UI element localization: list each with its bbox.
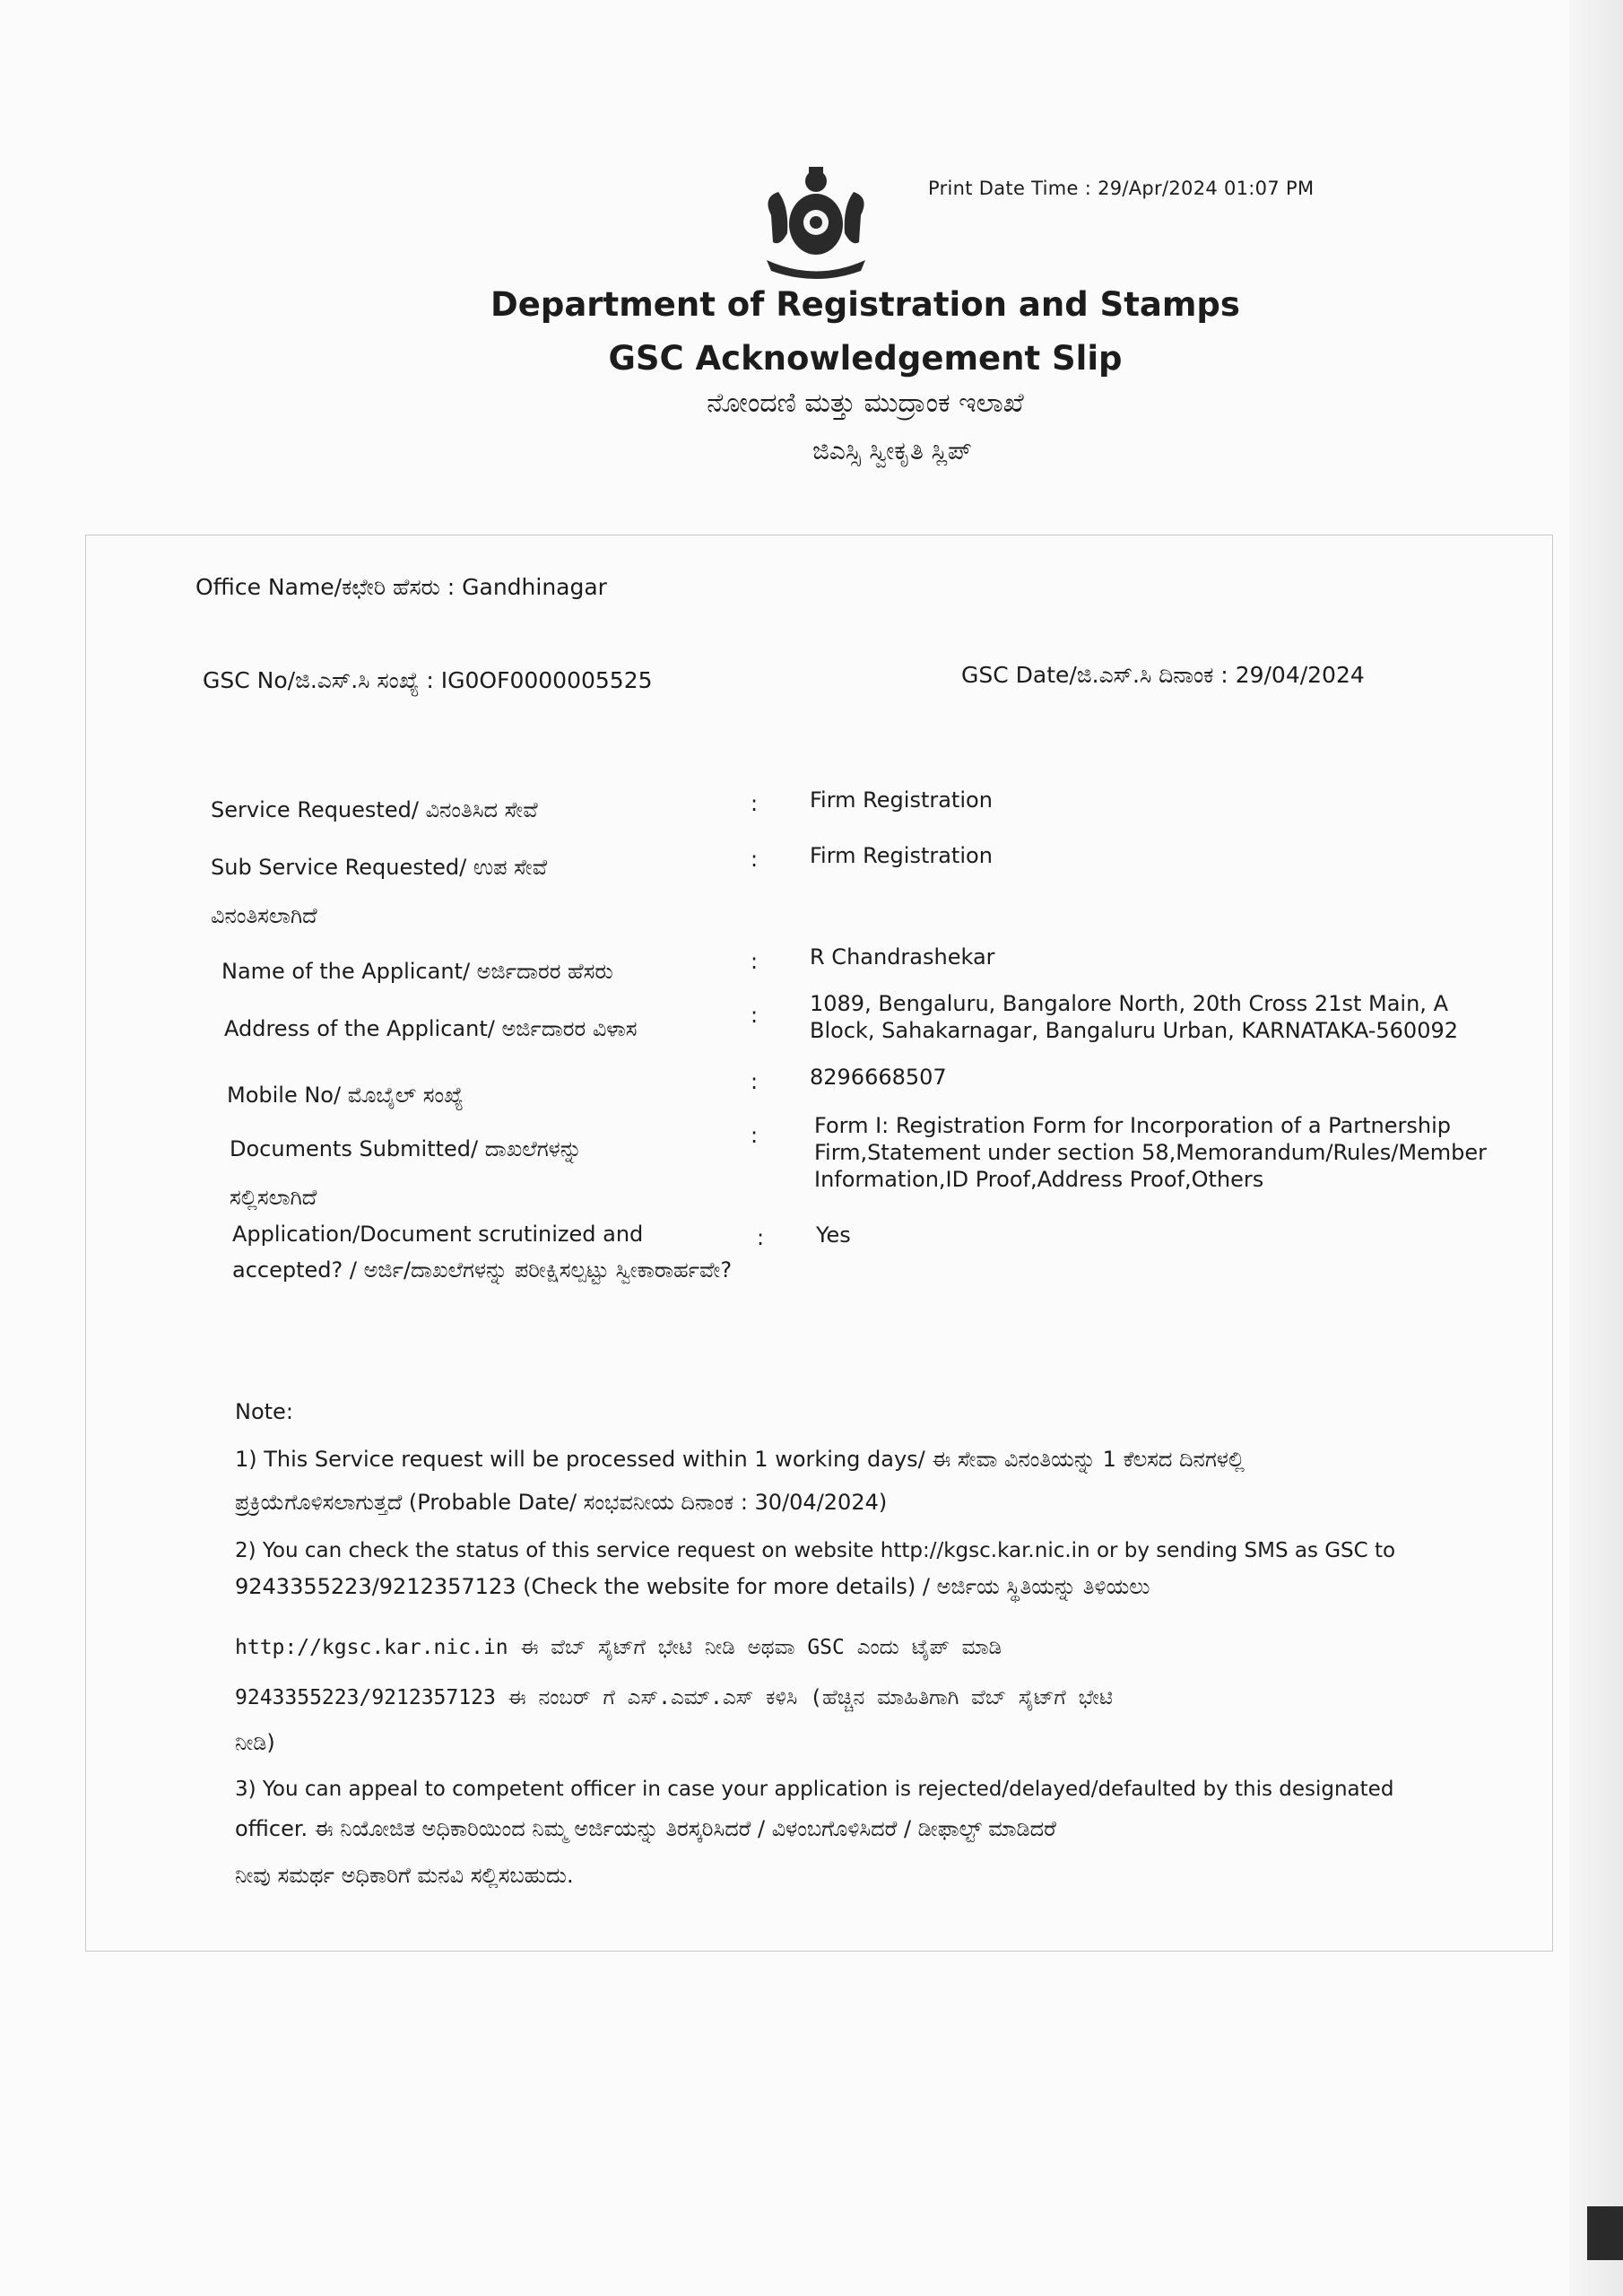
gsc-number-label: GSC No/ಜಿ.ಎಸ್.ಸಿ ಸಂಖ್ಯೆ : bbox=[203, 667, 434, 693]
row-colon: : bbox=[751, 791, 759, 816]
row-label-applicant-address: Address of the Applicant/ ಅರ್ಜಿದಾರರ ವಿಳಾಸ bbox=[224, 1016, 638, 1041]
row-label-scrutinized: Application/Document scrutinized and accepted? / ಅರ್ಜಿ/ದಾಖಲೆಗಳನ್ನು ಪರೀಕ್ಷಿಸಲ್ಪಟ್ಟು ಸ್ವೀಕಾರಾರ್ಹವೇ? bbox=[232, 1222, 733, 1283]
row-value-documents: Form I: Registration Form for Incorporation of a Partnership Firm,Statement under section 58,Memorandum/Rules/Member Information,ID Proof,Address Proof,Others bbox=[814, 1113, 1488, 1192]
gsc-date-label: GSC Date/ಜಿ.ಎಸ್.ಸಿ ದಿನಾಂಕ : bbox=[961, 662, 1228, 688]
note-3-line-3: ನೀವು ಸಮರ್ಥ ಅಧಿಕಾರಿಗೆ ಮನವಿ ಸಲ್ಲಿಸಬಹುದು. bbox=[235, 1863, 574, 1888]
state-emblem-icon bbox=[753, 161, 879, 287]
row-value-service: Firm Registration bbox=[810, 787, 993, 813]
note-2-line-4: 9243355223/9212357123 ಈ ನಂಬರ್ ಗೆ ಎಸ್.ಎಮ್.ಎಸ್ ಕಳಿಸಿ (ಹೆಚ್ಚಿನ ಮಾಹಿತಿಗಾಗಿ ವೆಬ್ ಸೈಟ್‌ಗೆ ಭೇಟಿ bbox=[235, 1686, 1113, 1709]
gsc-number-value: IG0OF0000005525 bbox=[440, 667, 653, 693]
row-value-mobile: 8296668507 bbox=[810, 1065, 947, 1090]
department-title-kannada: ನೋಂದಣಿ ಮತ್ತು ಮುದ್ರಾಂಕ ಇಲಾಖೆ bbox=[707, 387, 1024, 419]
gsc-date-value: 29/04/2024 bbox=[1235, 662, 1365, 688]
slip-title: GSC Acknowledgement Slip bbox=[608, 339, 1123, 378]
note-2-line-3: http://kgsc.kar.nic.in ಈ ವೆಬ್ ಸೈಟ್‌ಗೆ ಭೇಟಿ ನೀಡಿ ಅಥವಾ GSC ಎಂದು ಟೈಪ್ ಮಾಡಿ bbox=[235, 1636, 1002, 1659]
row-value-applicant-address: 1089, Bengaluru, Bangalore North, 20th Cross 21st Main, A Block, Sahakarnagar, Bangaluru Urban, KARNATAKA-560092 bbox=[810, 991, 1459, 1043]
office-name bbox=[195, 574, 607, 601]
note-2-line-1: 2) You can check the status of this service request on website http://kgsc.kar.nic.in or by sending SMS as GSC to bbox=[235, 1539, 1396, 1562]
row-value-scrutinized: Yes bbox=[816, 1222, 851, 1248]
row-label-sub-service: Sub Service Requested/ ಉಪ ಸೇವೆ ವಿನಂತಿಸಲಾಗಿದೆ bbox=[211, 855, 548, 928]
note-3-line-1: 3) You can appeal to competent officer in case your application is rejected/delayed/defaulted by this designated bbox=[235, 1778, 1394, 1801]
scan-corner-mark bbox=[1587, 2206, 1623, 2260]
row-colon: : bbox=[751, 1069, 759, 1094]
note-title: Note: bbox=[235, 1399, 293, 1424]
note-2-line-5: ನೀಡಿ) bbox=[235, 1730, 275, 1755]
note-1-line-1: 1) This Service request will be processed within 1 working days/ ಈ ಸೇವಾ ವಿನಂತಿಯನ್ನು 1 ಕೆಲಸದ ದಿನಗಳಲ್ಲಿ bbox=[235, 1447, 1245, 1472]
row-colon: : bbox=[751, 949, 759, 974]
row-colon: : bbox=[751, 1003, 759, 1028]
office-name-value: Gandhinagar bbox=[462, 574, 607, 600]
print-date-time: Print Date Time : 29/Apr/2024 01:07 PM bbox=[928, 178, 1315, 199]
row-colon: : bbox=[757, 1225, 765, 1250]
row-value-sub-service: Firm Registration bbox=[810, 843, 993, 868]
row-value-applicant-name: R Chandrashekar bbox=[810, 944, 995, 970]
note-3-line-2: officer. ಈ ನಿಯೋಜಿತ ಅಧಿಕಾರಿಯಿಂದ ನಿಮ್ಮ ಅರ್ಜಿಯನ್ನು ತಿರಸ್ಕರಿಸಿದರೆ / ವಿಳಂಬಗೊಳಿಸಿದರೆ / ಡೀಫಾಲ್ಟ್ ಮಾಡಿದರೆ bbox=[235, 1816, 1056, 1841]
slip-title-kannada: ಜಿಎಸ್ಸಿ ಸ್ವೀಕೃತಿ ಸ್ಲಿಪ್ bbox=[812, 436, 972, 465]
row-label-mobile: Mobile No/ ಮೊಬೈಲ್ ಸಂಖ್ಯೆ bbox=[227, 1083, 464, 1108]
note-1-line-2: ಪ್ರಕ್ರಿಯೆಗೊಳಿಸಲಾಗುತ್ತದೆ (Probable Date/ ಸಂಭವನೀಯ ದಿನಾಂಕ : 30/04/2024) bbox=[235, 1490, 888, 1515]
gsc-date bbox=[961, 662, 1365, 689]
row-label-documents: Documents Submitted/ ದಾಖಲೆಗಳನ್ನು ಸಲ್ಲಿಸಲಾಗಿದೆ bbox=[230, 1136, 582, 1210]
gsc-number bbox=[203, 667, 653, 694]
note-2-line-2: 9243355223/9212357123 (Check the website for more details) / ಅರ್ಜಿಯ ಸ್ಥಿತಿಯನ್ನು ತಿಳಿಯಲು bbox=[235, 1574, 1150, 1599]
department-title: Department of Registration and Stamps bbox=[490, 285, 1240, 324]
row-colon: : bbox=[751, 1123, 759, 1148]
row-label-service: Service Requested/ ವಿನಂತಿಸಿದ ಸೇವೆ bbox=[211, 797, 538, 822]
row-colon: : bbox=[751, 847, 759, 872]
row-label-applicant-name: Name of the Applicant/ ಅರ್ಜಿದಾರರ ಹೆಸರು bbox=[221, 959, 613, 984]
office-name-label: Office Name/ಕಛೇರಿ ಹೆಸರು : bbox=[195, 574, 456, 600]
